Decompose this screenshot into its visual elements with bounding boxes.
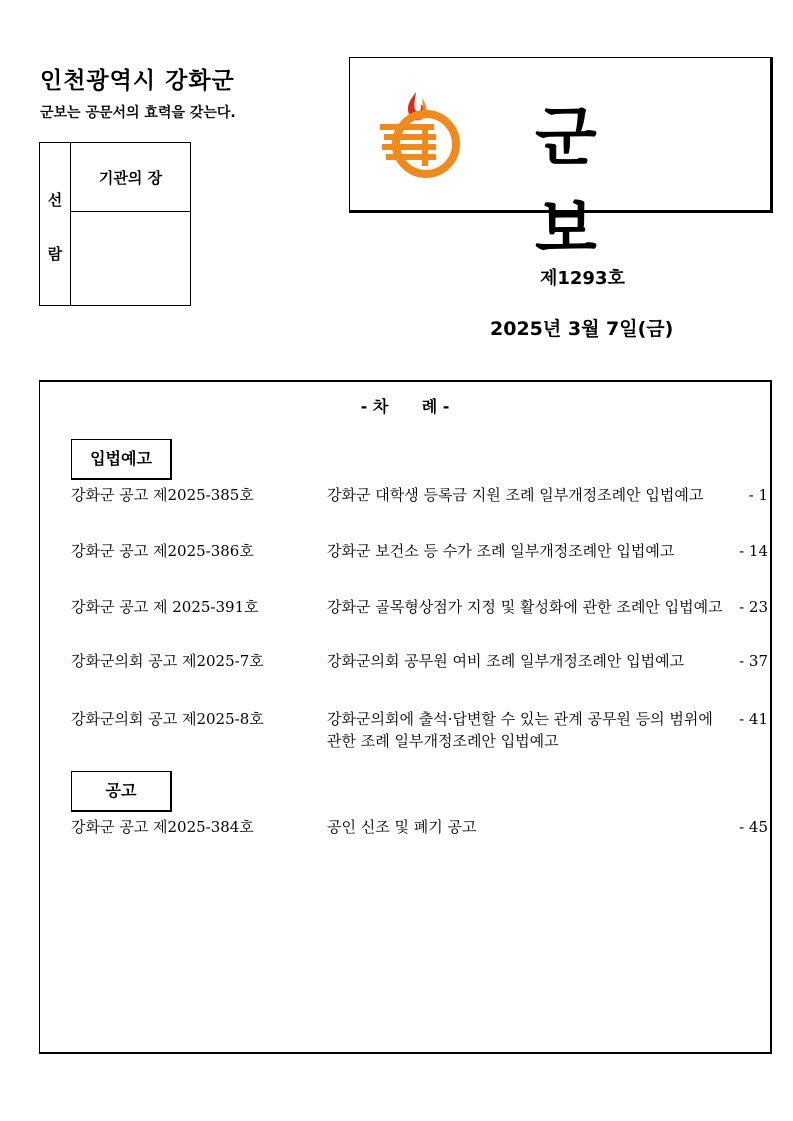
toc-item-page: - 45 — [739, 818, 768, 836]
approval-side-char: 선 — [47, 191, 63, 209]
masthead — [349, 57, 773, 267]
approval-signature-cell — [71, 212, 190, 305]
toc-section-label: 입법예고 — [71, 439, 172, 480]
toc-item-page: - 14 — [739, 542, 768, 560]
approval-header-label: 기관의 장 — [98, 169, 163, 187]
approval-side-column — [40, 143, 71, 305]
approval-box — [39, 142, 191, 306]
toc-item-subject: 강화군 보건소 등 수가 조례 일부개정조례안 입법예고 — [327, 542, 675, 560]
toc-item-notice: 강화군 공고 제2025-385호 — [71, 486, 254, 504]
toc-title: - 차 례 - — [360, 397, 450, 416]
organization-subtitle: 군보는 공문서의 효력을 갖는다. — [40, 105, 236, 121]
toc-item[interactable] — [71, 708, 768, 752]
toc-item-subject: 강화군 골목형상점가 지정 및 활성화에 관한 조례안 입법예고 — [327, 598, 723, 616]
toc-item-page: - 41 — [739, 710, 768, 728]
toc-item-page: - 23 — [739, 598, 768, 616]
toc-item-notice: 강화군의회 공고 제2025-8호 — [71, 710, 264, 728]
toc-item-notice: 강화군 공고 제2025-384호 — [71, 818, 254, 836]
toc-item-notice: 강화군의회 공고 제2025-7호 — [71, 652, 264, 670]
toc-item-page: - 37 — [739, 652, 768, 670]
toc-item[interactable] — [71, 596, 768, 640]
approval-side-char: 람 — [47, 245, 63, 263]
toc-item-subject: 강화군의회 공무원 여비 조례 일부개정조례안 입법예고 — [327, 652, 685, 670]
toc-item-subject: 공인 신조 및 폐기 공고 — [327, 818, 477, 836]
organization-title: 인천광역시 강화군 — [40, 68, 235, 94]
masthead-title: 군보 — [535, 101, 661, 267]
toc-section-label: 공고 — [71, 771, 172, 812]
approval-header-cell — [71, 143, 190, 212]
toc-item[interactable] — [71, 484, 768, 528]
toc-item-notice: 강화군 공고 제 2025-391호 — [71, 598, 259, 616]
toc-item[interactable] — [71, 816, 768, 838]
gangwha-county-emblem-icon — [376, 86, 472, 182]
toc-item-page: - 1 — [748, 486, 768, 504]
toc-item-notice: 강화군 공고 제2025-386호 — [71, 542, 254, 560]
issue-date: 2025년 3월 7일(금) — [490, 318, 674, 340]
toc-item-subject: 강화군의회에 출석·답변할 수 있는 관계 공무원 등의 범위에 관한 조례 일부개정조례안 입법예고 — [327, 710, 713, 750]
issue-number: 제1293호 — [540, 268, 625, 289]
table-of-contents — [39, 380, 772, 1054]
toc-item-subject: 강화군 대학생 등록금 지원 조례 일부개정조례안 입법예고 — [327, 486, 704, 504]
toc-item[interactable] — [71, 650, 768, 694]
toc-item[interactable] — [71, 540, 768, 584]
